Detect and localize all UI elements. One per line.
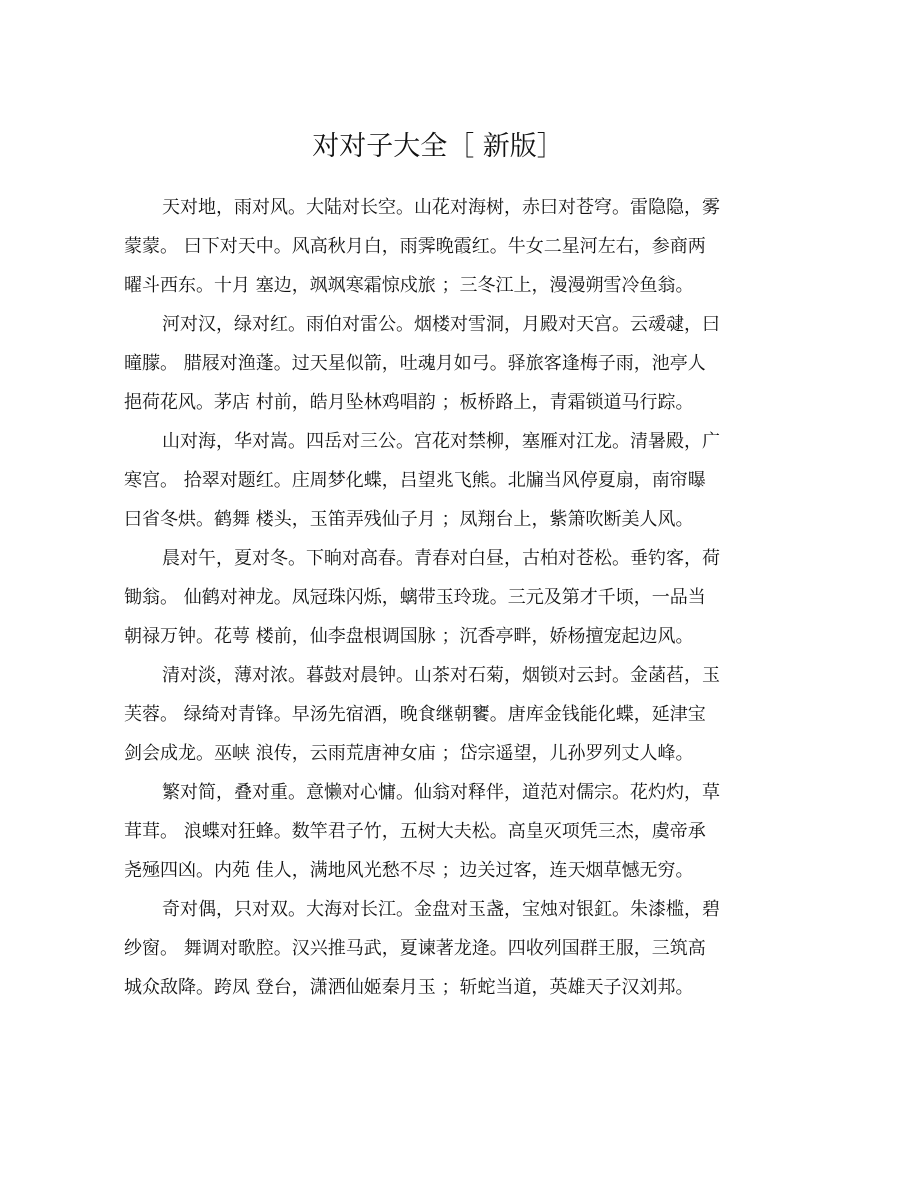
text-line: 茸茸。 浪蝶对狂蜂。数竿君子竹，五树大夫松。高皇灭项凭三杰，虞帝承: [124, 821, 706, 842]
text-line: 山对海，华对嵩。四岳对三公。宫花对禁柳，塞雁对江龙。清暑殿，广: [162, 431, 720, 452]
text-line: 锄翁。 仙鹤对神龙。凤冠珠闪烁，螭带玉玲珑。三元及第才千顷，一品当: [124, 587, 706, 608]
text-line: 河对汉，绿对红。雨伯对雷公。烟楼对雪洞，月殿对天宫。云叆叇，曰: [162, 314, 720, 335]
paragraph-5: [124, 656, 742, 773]
paragraph-3: [124, 422, 742, 539]
text-line: 曈朦。 腊屐对渔蓬。过天星似箭，吐魂月如弓。驿旅客逢梅子雨，池亭人: [124, 353, 706, 374]
text-line: 曜斗西东。十月 塞边，飒飒寒霜惊戍旅 ；三冬江上，漫漫朔雪冷鱼翁。: [124, 275, 694, 296]
text-line: 曰省冬烘。鹤舞 楼头，玉笛弄残仙子月 ；凤翔台上，紫箫吹断美人风。: [124, 509, 694, 530]
document-title: 对对子大全［ 新版］: [312, 131, 564, 162]
text-line: 朝禄万钟。花萼 楼前，仙李盘根调国脉 ；沉香亭畔，娇杨擅宠起边风。: [124, 626, 694, 647]
text-line: 城众敌降。跨凤 登台，潇洒仙姬秦月玉 ；斩蛇当道，英雄天子汉刘邦。: [124, 977, 694, 998]
text-line: 天对地，雨对风。大陆对长空。山花对海树，赤曰对苍穹。雷隐隐，雾: [162, 197, 720, 218]
text-line: 晨对午，夏对冬。下晌对高春。青春对白昼，古柏对苍松。垂钓客，荷: [162, 548, 720, 569]
paragraph-4: [124, 539, 742, 656]
text-line: 寒宫。 拾翠对题红。庄周梦化蝶，吕望兆飞熊。北牖当风停夏扇，南帘曝: [124, 470, 706, 491]
text-line: 尧殛四凶。内苑 佳人，满地风光愁不尽 ；边关过客，连天烟草憾无穷。: [124, 860, 694, 881]
text-line: 剑会成龙。巫峡 浪传，云雨荒唐神女庙 ；岱宗遥望，儿孙罗列丈人峰。: [124, 743, 694, 764]
paragraph-2: [124, 305, 742, 422]
paragraph-1: [124, 188, 742, 305]
text-line: 纱窗。 舞调对歌腔。汉兴推马武，夏谏著龙逄。四收列国群王服，三筑高: [124, 938, 706, 959]
paragraph-7: [124, 890, 742, 1007]
paragraph-6: [124, 773, 742, 890]
text-line: 蒙蒙。 曰下对天中。风高秋月白，雨霁晚霞红。牛女二星河左右，参商两: [124, 236, 706, 257]
text-line: 繁对简，叠对重。意懒对心慵。仙翁对释伴，道范对儒宗。花灼灼，草: [162, 782, 720, 803]
document-body: [124, 188, 742, 1007]
text-line: 挹荷花风。茅店 村前，皓月坠林鸡唱韵 ；板桥路上，青霜锁道马行踪。: [124, 392, 694, 413]
text-line: 奇对偶，只对双。大海对长江。金盘对玉盏，宝烛对银釭。朱漆槛，碧: [162, 899, 720, 920]
text-line: 芙蓉。 绿绮对青锋。早汤先宿酒，晚食继朝饔。唐库金钱能化蝶，延津宝: [124, 704, 706, 725]
text-line: 清对淡，薄对浓。暮鼓对晨钟。山茶对石菊，烟锁对云封。金菡萏，玉: [162, 665, 720, 686]
